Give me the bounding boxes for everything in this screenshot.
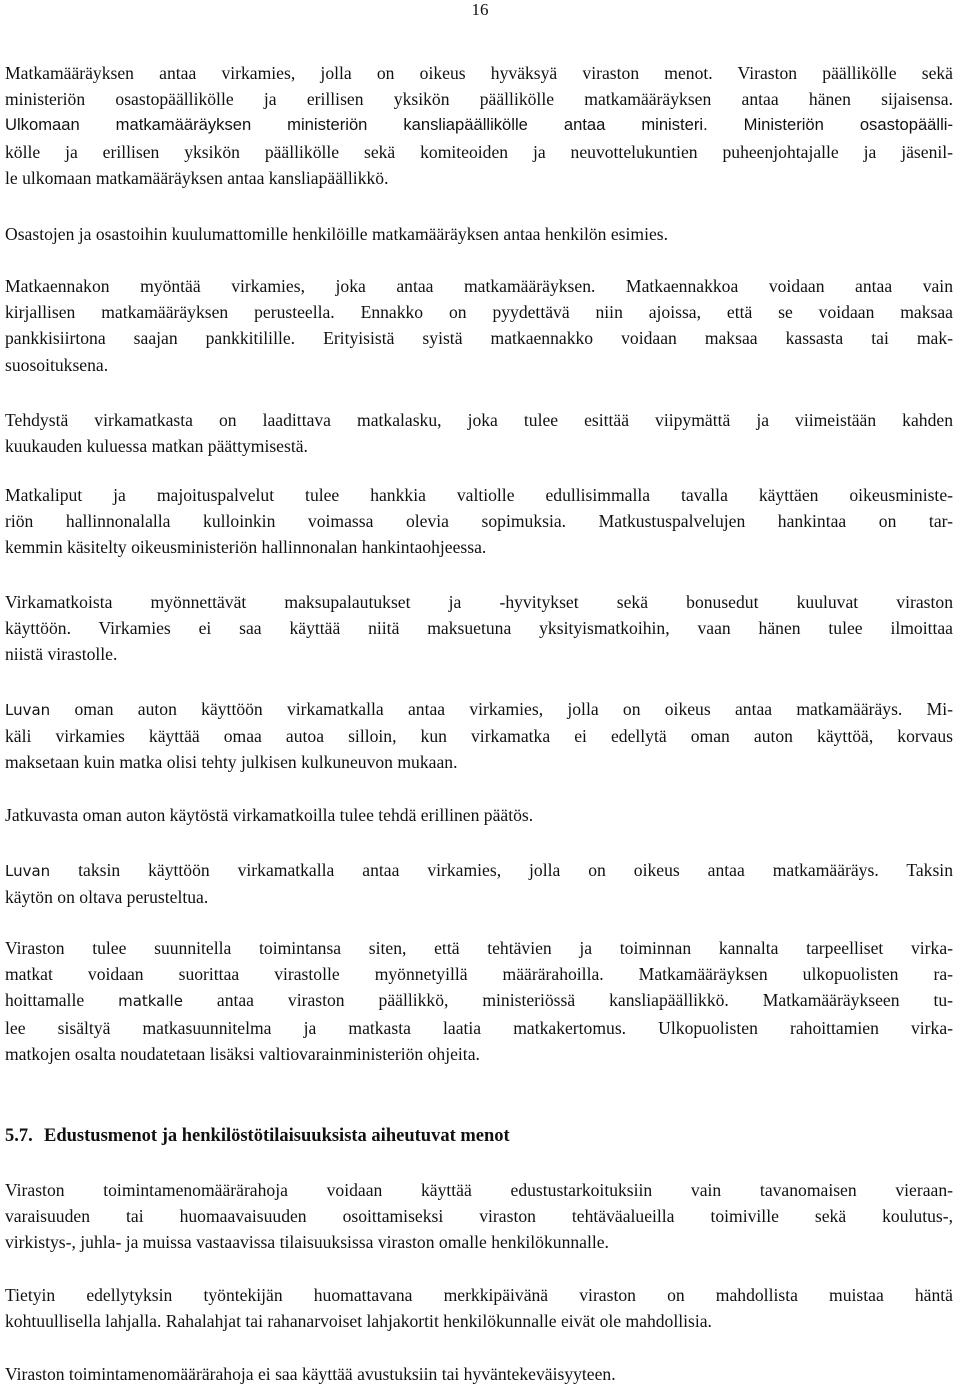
text-line: Ulkomaan matkamääräyksen ministeriön kansliapäällikölle antaa ministeri. Ministeriön osastopäälli- (5, 115, 953, 135)
line-remainder: oman auton käyttöön virkamatkalla antaa virkamies, jolla on oikeus antaa matkamääräys. Mi- (50, 699, 953, 719)
paragraph-taxi (5, 857, 953, 910)
text-line: käli virkamies käyttää omaa autoa silloin, kun virkamatka ei edellytä oman auton käyttöä, korvaus (5, 726, 953, 747)
text-line: le ulkomaan matkamääräyksen antaa kansliapäällikkö. (5, 167, 389, 188)
paragraph-travel-order-authority (5, 60, 953, 191)
text-line: Virkamatkoista myönnettävät maksupalautukset ja -hyvitykset sekä bonusedut kuuluvat viraston (5, 592, 953, 612)
text-line: lee sisältyä matkasuunnitelma ja matkasta laatia matkakertomus. Ulkopuolisten rahoittamien virka- (5, 1017, 953, 1038)
paragraph-travel-expense-claim (5, 407, 953, 459)
first-word: Luvan (5, 701, 51, 719)
text-line: käyttöön. Virkamies ei saa käyttää niitä maksuetuna yksityismatkoihin, vaan hänen tulee ilmoittaa (5, 618, 953, 639)
text-line: kohtuullisella lahjalla. Rahalahjat tai rahanarvoiset lahjakortit henkilökunnalle eivät ole mahdollisia. (5, 1311, 712, 1332)
text-line: kemmin käsitelty oikeusministeriön hallinnonalan hankintaohjeessa. (5, 537, 487, 558)
sans-word: matkalle (118, 992, 183, 1011)
first-word: Luvan (5, 862, 51, 880)
text-line: varaisuuden tai huomaavaisuuden osoittamiseksi viraston tehtäväalueilla toimiville sekä koulutus-, (5, 1206, 953, 1227)
text-line: maksetaan kuin matka olisi tehty julkisen kulkuneuvon mukaan. (5, 752, 458, 773)
section-heading (5, 1123, 510, 1149)
text-line (5, 987, 953, 1014)
text-line: Viraston toimintamenomäärärahoja voidaan käyttää edustustarkoituksiin vain tavanomaisen vieraan- (5, 1180, 953, 1200)
text-line: Viraston toimintamenomäärärahoja ei saa käyttää avustuksiin tai hyväntekeväisyyteen. (5, 1364, 616, 1384)
paragraph-representation-costs (5, 1177, 953, 1256)
paragraph-travel-advance (5, 273, 953, 378)
section-number: 5.7. (5, 1126, 33, 1146)
text-line: Jatkuvasta oman auton käytöstä virkamatkoilla tulee tehdä erillinen päätös. (5, 805, 534, 825)
paragraph-planning (5, 935, 953, 1067)
text-line: Tehdystä virkamatkasta on laadittava matkalasku, joka tulee esittää viipymättä ja viimeistään kahden (5, 410, 953, 430)
text-line: Tietyin edellytyksin työntekijän huomattavana merkkipäivänä viraston on mahdollista muistaa häntä (5, 1285, 953, 1305)
text-line: Viraston tulee suunnitella toimintansa siten, että tehtävien ja toiminnan kannalta tarpeelliset virka- (5, 938, 953, 958)
text-line: Matkamääräyksen antaa virkamies, jolla on oikeus hyväksyä viraston menot. Viraston päällikölle sekä (5, 63, 953, 83)
paragraph-bonus-benefits (5, 589, 953, 668)
text-line: pankkisiirtona saajan pankkitilille. Erityisistä syistä matkaennakko voidaan maksaa kassasta tai mak- (5, 328, 953, 349)
text-line (5, 696, 953, 723)
text-line: kölle ja erillisen yksikön päällikölle sekä komiteoiden ja neuvottelukuntien puheenjohtajalle ja jäsenil- (5, 141, 953, 162)
text-line (5, 857, 953, 884)
section-title: Edustusmenot ja henkilöstötilaisuuksista aiheutuvat menot (44, 1126, 510, 1146)
text-line: ministeriön osastopäällikölle ja erillisen yksikön päällikölle matkamääräyksen antaa hänen sijaisensa. (5, 89, 953, 110)
paragraph-gifts (5, 1282, 953, 1334)
text-line: Osastojen ja osastoihin kuulumattomille henkilöille matkamääräyksen antaa henkilön esimies. (5, 224, 669, 244)
text-line: niistä virastolle. (5, 644, 118, 665)
text-line: kuukauden kuluessa matkan päättymisestä. (5, 436, 308, 457)
page-number: 16 (471, 0, 489, 19)
line-part: hoittamalle (5, 990, 119, 1011)
text-line: matkojen osalta noudatetaan lisäksi valtiovarainministeriön ohjeita. (5, 1043, 480, 1064)
line-part: antaa viraston päällikkö, ministeriössä kansliapäällikkö. Matkamääräykseen tu- (182, 990, 953, 1011)
text-line: käytön on oltava perusteltua. (5, 887, 209, 908)
paragraph-continuous-car-use (5, 802, 953, 828)
text-line: virkistys-, juhla- ja muissa vastaavissa tilaisuuksissa viraston omalle henkilökunnalle. (5, 1232, 609, 1253)
text-line: suosoituksena. (5, 354, 109, 375)
text-line: Matkaliput ja majoituspalvelut tulee hankkia valtiolle edullisimmalla tavalla käyttäen oikeusministe- (5, 485, 953, 505)
text-line: Matkaennakon myöntää virkamies, joka antaa matkamääräyksen. Matkaennakkoa voidaan antaa vain (5, 276, 953, 296)
paragraph-own-car (5, 696, 953, 776)
line-remainder: taksin käyttöön virkamatkalla antaa virkamies, jolla on oikeus antaa matkamääräys. Taksin (50, 860, 953, 880)
paragraph-departments (5, 221, 953, 247)
text-line: matkat voidaan suorittaa virastolle myönnetyillä määrärahoilla. Matkamääräyksen ulkopuolisten ra- (5, 964, 953, 985)
paragraph-tickets-accommodation (5, 482, 953, 561)
paragraph-no-charity (5, 1361, 953, 1387)
text-line: riön hallinnonalalla kulloinkin voimassa olevia sopimuksia. Matkustuspalvelujen hankintaa on tar- (5, 511, 953, 532)
text-line: kirjallisen matkamääräyksen perusteella. Ennakko on pyydettävä niin ajoissa, että se voidaan maksaa (5, 302, 953, 323)
